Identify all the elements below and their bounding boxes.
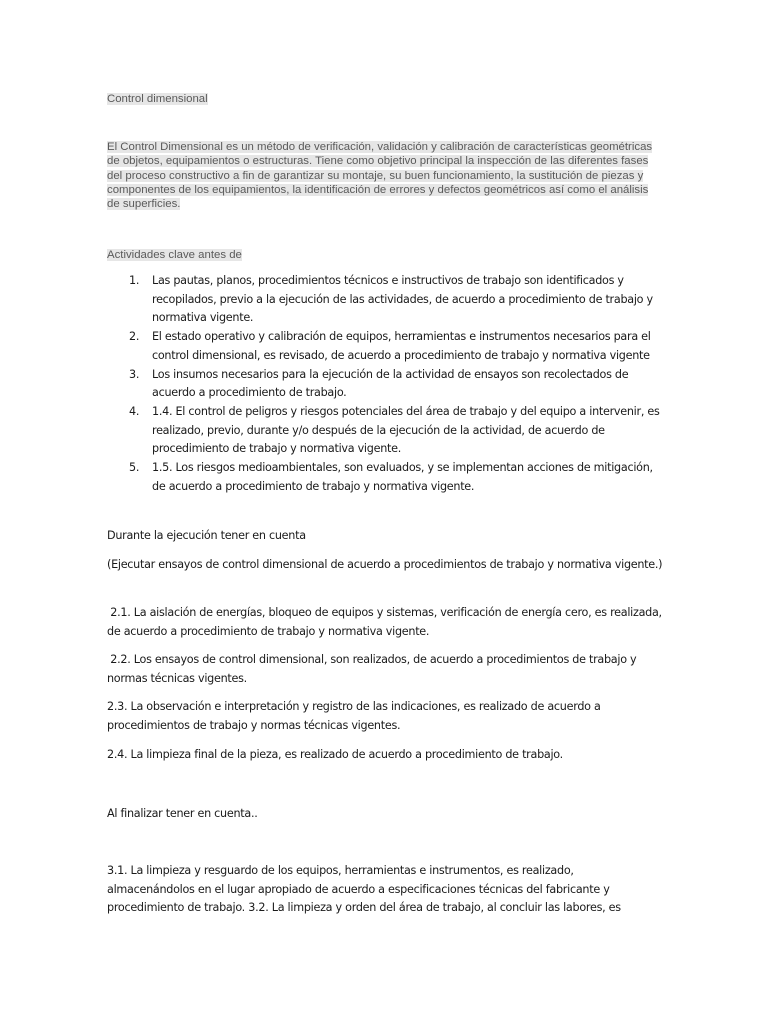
list-item-text: 1.5. Los riesgos medioambientales, son evaluados, y se implementan acciones de mitigación, de acuerdo a procedimiento de trabajo y normativa vigente.	[152, 461, 653, 493]
list-item	[129, 328, 663, 365]
list-item-text: El estado operativo y calibración de equipos, herramientas e instrumentos necesarios para el control dimensional, es revisado, de acuerdo a procedimiento de trabajo y normativa vigente	[152, 330, 651, 362]
during-execution-heading: Durante la ejecución tener en cuenta	[107, 529, 306, 542]
list-item	[129, 272, 663, 328]
step-3-paragraph: 3.1. La limpieza y resguardo de los equipos, herramientas e instrumentos, es realizado, almacenándolos en el lugar apropiado de acuerdo a especificaciones técnicas del fabricante y procedimiento de trabajo. 3.2. La limpieza y orden del área de trabajo, al concluir las labores, es	[107, 864, 621, 915]
list-item	[129, 459, 663, 496]
step-2-4-paragraph: 2.4. La limpieza final de la pieza, es realizado de acuerdo a procedimiento de trabajo.	[107, 748, 563, 761]
step-2-3-paragraph: 2.3. La observación e interpretación y registro de las indicaciones, es realizado de acuerdo a procedimientos de trabajo y normas técnicas vigentes.	[107, 700, 601, 732]
list-item-text: 1.4. El control de peligros y riesgos potenciales del área de trabajo y del equipo a intervenir, es realizado, previo, durante y/o después de la ejecución de la actividad, de acuerdo de procedimiento de trabajo y normativa vigente.	[152, 404, 660, 456]
document-title-text: Control dimensional	[107, 93, 208, 105]
step-2-2-paragraph: 2.2. Los ensayos de control dimensional, son realizados, de acuerdo a procedimientos de trabajo y normas técnicas vigentes.	[107, 653, 640, 685]
before-activities-heading	[107, 248, 663, 262]
intro-paragraph-text: El Control Dimensional es un método de verificación, validación y calibración de características geométricas de objetos, equipamientos o estructuras. Tiene como objetivo principal la inspección de las diferentes fases del proceso constructivo a fin de garantizar su montaje, su buen funcionamiento, la sustitución de piezas y componentes de los equipamientos, la identificación de errores y defectos geométricos así como el análisis de superficies.	[107, 141, 653, 211]
list-item-text: Las pautas, planos, procedimientos técnicos e instructivos de trabajo son identificados y recopilados, previo a la ejecución de las actividades, de acuerdo a procedimiento de trabajo y normativa vigente.	[152, 274, 653, 325]
step-2-1-paragraph: 2.1. La aislación de energías, bloqueo de equipos y sistemas, verificación de energía cero, es realizada, de acuerdo a procedimiento de trabajo y normativa vigente.	[107, 606, 666, 638]
during-execution-note: (Ejecutar ensayos de control dimensional de acuerdo a procedimientos de trabajo y normativa vigente.)	[107, 558, 663, 571]
intro-paragraph	[107, 140, 663, 211]
after-completion-heading: Al finalizar tener en cuenta..	[107, 807, 258, 820]
list-item	[129, 403, 663, 459]
list-item-number: 1.	[129, 274, 140, 287]
list-item-number: 5.	[129, 461, 140, 475]
list-item-number: 3.	[129, 367, 140, 381]
list-item-text: Los insumos necesarios para la ejecución de la actividad de ensayos son recolectados de acuerdo a procedimiento de trabajo.	[152, 367, 629, 400]
list-item-number: 4.	[129, 404, 140, 418]
list-item-number: 2.	[129, 330, 140, 344]
document-title	[107, 92, 663, 106]
key-activities-list	[107, 272, 663, 496]
list-item	[129, 366, 663, 403]
before-activities-heading-text: Actividades clave antes de	[107, 249, 242, 261]
